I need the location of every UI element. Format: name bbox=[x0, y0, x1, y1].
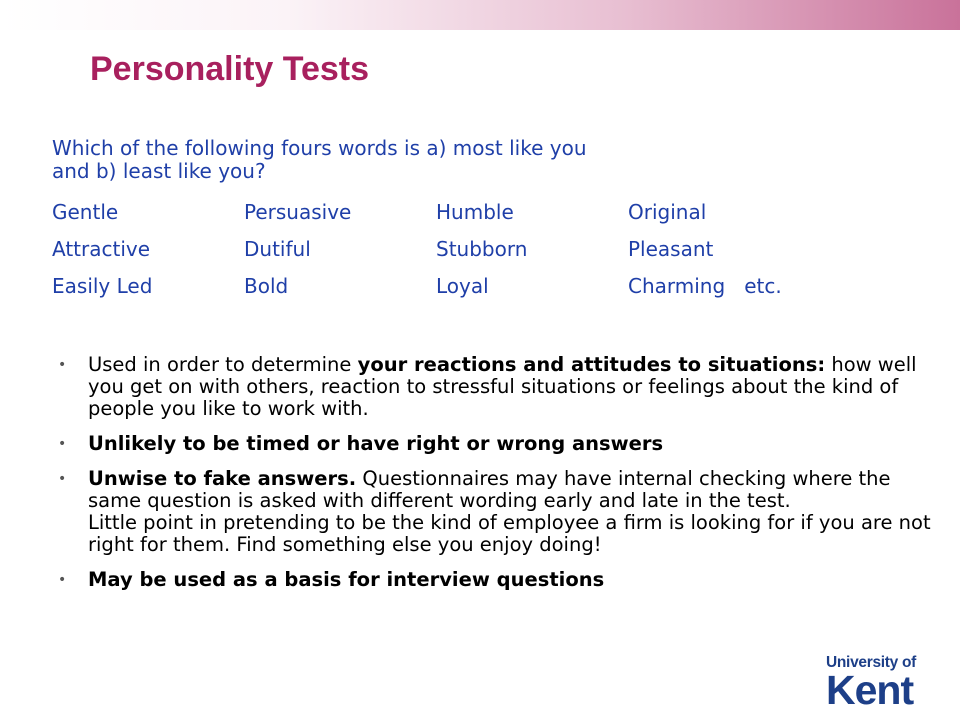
bullet-item bbox=[58, 433, 938, 455]
bullet-emphasis: Unlikely to be timed or have right or wrong answers bbox=[88, 432, 664, 455]
bullet-dot-icon: • bbox=[58, 436, 67, 452]
word-cell: Dutiful bbox=[244, 237, 311, 261]
bullet-list bbox=[58, 354, 938, 604]
word-cell: Loyal bbox=[436, 274, 489, 298]
question-text bbox=[52, 137, 752, 183]
word-cell: Easily Led bbox=[52, 274, 153, 298]
header-gradient-band bbox=[0, 0, 960, 30]
bullet-text: Little point in pretending to be the kind of employee a firm is looking for if you are not right for them. Find something else you enjoy doing! bbox=[88, 511, 931, 556]
bullet-dot-icon: • bbox=[58, 572, 67, 588]
word-cell: Gentle bbox=[52, 200, 119, 224]
bullet-emphasis: your reactions and attitudes to situations: bbox=[357, 353, 826, 376]
word-cell: Charming etc. bbox=[628, 274, 782, 298]
question-line-2: and b) least like you? bbox=[52, 159, 266, 183]
bullet-emphasis: May be used as a basis for interview questions bbox=[88, 568, 605, 591]
bullet-text: how well you get on with others, reaction to stressful situations or feelings about the kind of people you like to work with. bbox=[88, 353, 917, 420]
page-title: Personality Tests bbox=[90, 50, 370, 88]
word-cell: Bold bbox=[244, 274, 289, 298]
logo-bottom-text: Kent bbox=[826, 667, 914, 713]
word-cell: Persuasive bbox=[244, 200, 352, 224]
word-cell: Humble bbox=[436, 200, 514, 224]
word-cell: Original bbox=[628, 200, 707, 224]
bullet-item bbox=[58, 354, 938, 420]
bullet-dot-icon: • bbox=[58, 471, 67, 487]
question-line-1: Which of the following fours words is a) most like you bbox=[52, 136, 587, 160]
bullet-item bbox=[58, 569, 938, 591]
word-cell: Attractive bbox=[52, 237, 151, 261]
university-logo bbox=[826, 654, 944, 713]
bullet-text: Used in order to determine bbox=[88, 353, 358, 376]
bullet-text: Questionnaires may have internal checking where the same question is asked with different wording early and late in the test. bbox=[88, 467, 891, 512]
bullet-emphasis: Unwise to fake answers. bbox=[88, 467, 357, 490]
bullet-dot-icon: • bbox=[58, 357, 67, 373]
logo-top-text: University of bbox=[826, 654, 916, 671]
word-cell: Stubborn bbox=[436, 237, 528, 261]
word-cell: Pleasant bbox=[628, 237, 714, 261]
bullet-item bbox=[58, 468, 938, 556]
